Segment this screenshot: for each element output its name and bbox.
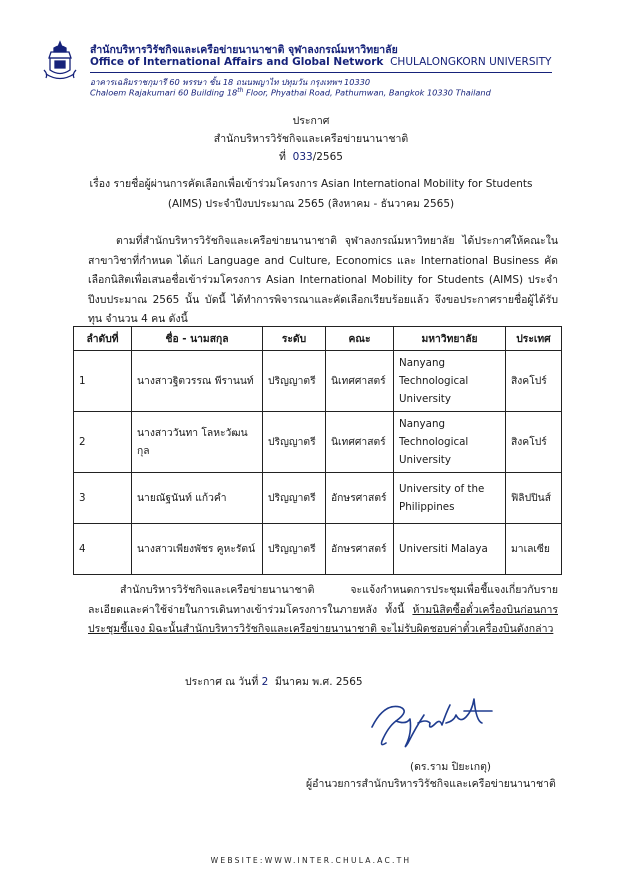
header-name: ชื่อ - นามสกุล <box>132 327 263 351</box>
cell-university: Universiti Malaya <box>394 524 506 575</box>
cell-no: 1 <box>74 351 132 412</box>
cell-university: Nanyang Technological University <box>394 412 506 473</box>
number-prefix: ที่ <box>279 151 286 163</box>
table-row <box>74 473 562 524</box>
subject-line-2: (AIMS) ประจำปีงบประมาณ 2565 (สิงหาคม - ธันวาคม 2565) <box>167 198 455 210</box>
cell-no: 2 <box>74 412 132 473</box>
cell-country: สิงคโปร์ <box>506 412 562 473</box>
address-english-post: Floor, Phyathai Road, Pathumwan, Bangkok 10330 Thailand <box>243 87 491 98</box>
cell-faculty: อักษรศาสตร์ <box>326 524 394 575</box>
announcement-subject <box>0 174 622 214</box>
date-prefix: ประกาศ ณ วันที่ <box>185 676 259 688</box>
header-no: ลำดับที่ <box>74 327 132 351</box>
letterhead-divider <box>90 72 552 73</box>
handwritten-signature-icon <box>366 693 496 751</box>
university-name: CHULALONGKORN UNIVERSITY <box>390 56 552 68</box>
org-name-english-bold: Office of International Affairs and Global Network <box>90 56 384 68</box>
address-english <box>90 87 491 98</box>
cell-level: ปริญญาตรี <box>263 524 326 575</box>
cell-name: นายณัฐนันท์ แก้วคำ <box>132 473 263 524</box>
cell-level: ปริญญาตรี <box>263 473 326 524</box>
cell-level: ปริญญาตรี <box>263 412 326 473</box>
address-english-sup: th <box>237 87 244 94</box>
cell-university: Nanyang Technological University <box>394 351 506 412</box>
date-rest: มีนาคม พ.ศ. 2565 <box>275 676 363 688</box>
address-thai: อาคารเฉลิมราชกุมารี 60 พรรษา ชั้น 18 ถนนพญาไท ปทุมวัน กรุงเทพฯ 10330 <box>90 77 371 87</box>
header-country: ประเทศ <box>506 327 562 351</box>
address-english-pre: Chaloem Rajakumari 60 Building 18 <box>90 87 238 98</box>
date-day: 2 <box>261 676 269 688</box>
announcement-issuer: สำนักบริหารวิรัชกิจและเครือข่ายนานาชาติ <box>213 133 409 145</box>
table-row <box>74 524 562 575</box>
cell-country: ฟิลิปปินส์ <box>506 473 562 524</box>
header-faculty: คณะ <box>326 327 394 351</box>
table-header-row <box>74 327 562 351</box>
announcement-title: ประกาศ <box>292 115 330 127</box>
chulalongkorn-crest-icon <box>40 40 80 84</box>
cell-name: นางสาววันทา โลหะวัฒนกุล <box>132 412 263 473</box>
cell-faculty: นิเทศศาสตร์ <box>326 351 394 412</box>
cell-country: มาเลเซีย <box>506 524 562 575</box>
table-row <box>74 351 562 412</box>
cell-level: ปริญญาตรี <box>263 351 326 412</box>
body-paragraph-2 <box>88 581 558 640</box>
cell-name: นางสาวฐิตวรรณ พีรานนท์ <box>132 351 263 412</box>
cell-name: นางสาวเพียงพัชร คูหะรัตน์ <box>132 524 263 575</box>
cell-faculty: นิเทศศาสตร์ <box>326 412 394 473</box>
cell-university: University of the Philippines <box>394 473 506 524</box>
signer-position: ผู้อำนวยการสำนักบริหารวิรัชกิจและเครือข่ายนานาชาติ <box>306 778 556 790</box>
subject-line-1: เรื่อง รายชื่อผู้ผ่านการคัดเลือกเพื่อเข้าร่วมโครงการ Asian International Mobility for Students <box>89 178 533 190</box>
org-name-thai: สำนักบริหารวิรัชกิจและเครือข่ายนานาชาติ จุฬาลงกรณ์มหาวิทยาลัย <box>90 44 398 56</box>
announcement-number <box>0 148 622 165</box>
announcement-date <box>185 673 363 690</box>
number-value: 033 <box>292 151 313 163</box>
website-footer: WEBSITE:WWW.INTER.CHULA.AC.TH <box>210 856 412 865</box>
header-university: มหาวิทยาลัย <box>394 327 506 351</box>
cell-country: สิงคโปร์ <box>506 351 562 412</box>
org-name-english <box>90 56 551 68</box>
table-row <box>74 412 562 473</box>
header-level: ระดับ <box>263 327 326 351</box>
cell-no: 4 <box>74 524 132 575</box>
recipients-table <box>73 326 562 575</box>
paragraph-2-text: สำนักบริหารวิรัชกิจและเครือข่ายนานาชาติ จะแจ้งกำหนดการประชุมเพื่อชี้แจงเกี่ยวกับรายละเอียดและค่าใช้จ่ายในการเดินทางเข้าร่วมโครงการในภายหลัง ทั้งนี้ <box>88 584 558 616</box>
body-paragraph-1: ตามที่สำนักบริหารวิรัชกิจและเครือข่ายนานาชาติ จุฬาลงกรณ์มหาวิทยาลัย ได้ประกาศให้คณะในสาขาวิชาที่กำหนด ได้แก่ Language and Culture, Economics และ International Business คัดเลือกนิสิตเพื่อเสนอชื่อเข้าร่วมโครงการ Asian International Mobility for Students (AIMS) ประจำปีงบประมาณ 2565 นั้น บัดนี้ ได้ทำการพิจารณาและคัดเลือกเรียบร้อยแล้ว จึงขอประกาศรายชื่อผู้ได้รับทุน จำนวน 4 คน ดังนี้ <box>88 235 558 325</box>
signer-name: (ดร.ราม ปิยะเกตุ) <box>410 761 492 773</box>
cell-faculty: อักษรศาสตร์ <box>326 473 394 524</box>
cell-no: 3 <box>74 473 132 524</box>
number-suffix: /2565 <box>312 151 343 163</box>
paragraph-2-warning: ห้ามนิสิตซื้อตั๋วเครื่องบินก่อนการประชุมชี้แจง มิฉะนั้นสำนักบริหารวิรัชกิจและเครือข่ายนานาชาติ จะไม่รับผิดชอบค่าตั๋วเครื่องบินดังกล่าว <box>88 603 558 635</box>
